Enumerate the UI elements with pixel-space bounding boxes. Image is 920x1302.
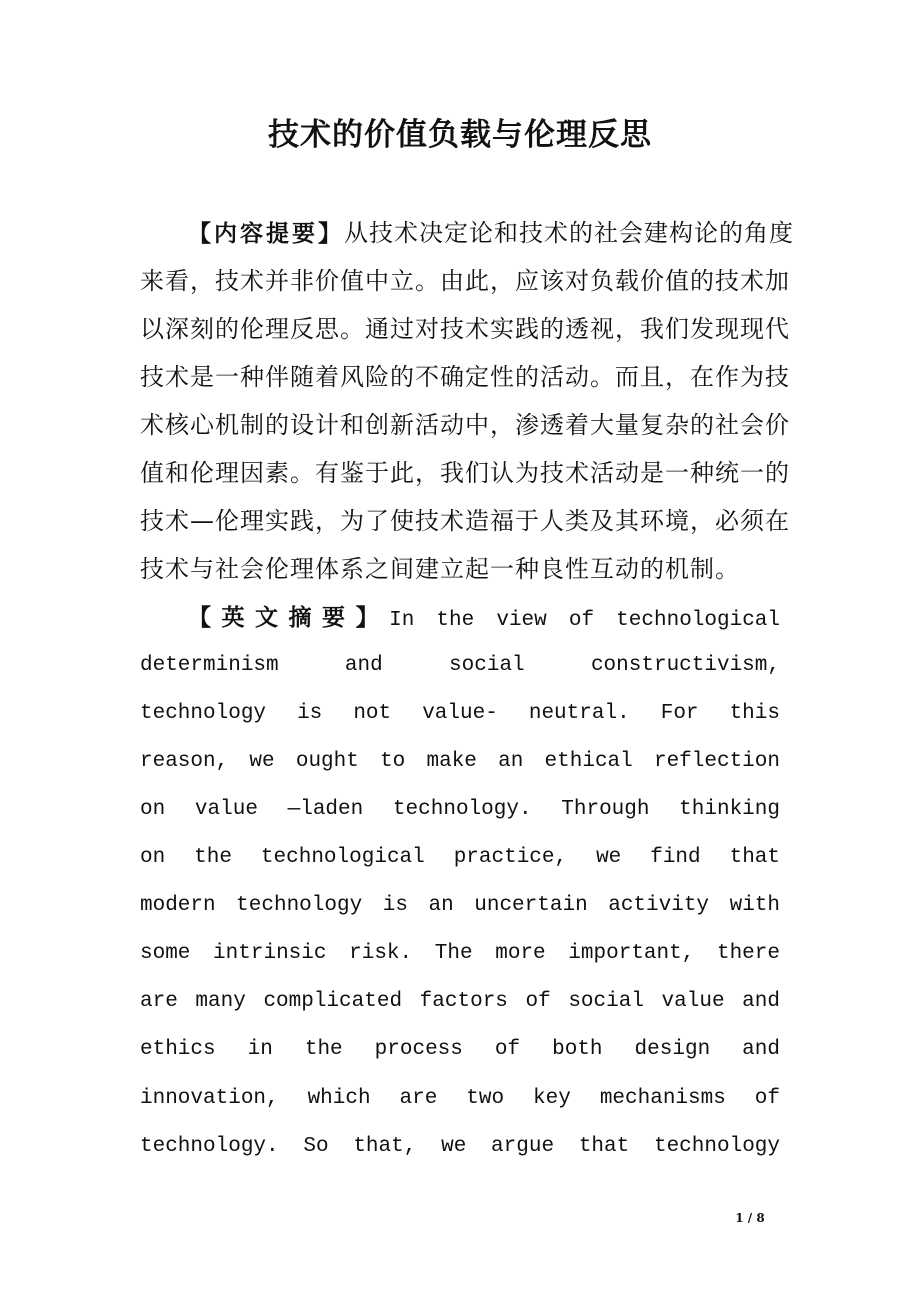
abstract-en-line-12: technology. So that, we argue that technology [140, 1135, 780, 1158]
abstract-cn-line-7: 技术—伦理实践，为了使技术造福于人类及其环境，必须在 [140, 507, 790, 535]
abstract-cn-line-1-text: 从技术决定论和技术的社会建构论的角度 [344, 219, 794, 247]
abstract-en-line-8: some intrinsic risk. The more important, there [140, 942, 780, 965]
abstract-en-line-1-text: In the view of technological [389, 609, 781, 632]
abstract-cn-line-2: 来看，技术并非价值中立。由此，应该对负载价值的技术加 [140, 267, 790, 295]
abstract-en-line-2: determinism and social constructivism, [140, 654, 780, 677]
abstract-en-line-4: reason, we ought to make an ethical reflection [140, 750, 780, 773]
abstract-en-line-11: innovation, which are two key mechanisms of [140, 1087, 780, 1110]
abstract-en-line-1 [188, 594, 780, 642]
abstract-cn-line-4: 技术是一种伴随着风险的不确定性的活动。而且，在作为技 [140, 363, 790, 391]
abstract-cn-line-8: 技术与社会伦理体系之间建立起一种良性互动的机制。 [140, 555, 740, 583]
abstract-en-line-7: modern technology is an uncertain activity with [140, 894, 780, 917]
abstract-en-line-5: on value —laden technology. Through thinking [140, 798, 780, 821]
abstract-en-line-3: technology is not value- neutral. For this [140, 702, 780, 725]
page-number: 1 / 8 [735, 1211, 765, 1225]
abstract-en-label: 【英文摘要】 [188, 605, 390, 631]
abstract-cn-label: 【内容提要】 [188, 221, 344, 247]
abstract-cn-line-1 [188, 209, 794, 257]
abstract-cn-line-6: 值和伦理因素。有鉴于此，我们认为技术活动是一种统一的 [140, 459, 790, 487]
abstract-en-line-9: are many complicated factors of social value and [140, 990, 780, 1013]
abstract-en-line-10: ethics in the process of both design and [140, 1038, 780, 1061]
abstract-cn-line-3: 以深刻的伦理反思。通过对技术实践的透视，我们发现现代 [140, 315, 790, 343]
document-title: 技术的价值负载与伦理反思 [268, 117, 652, 153]
abstract-en-line-6: on the technological practice, we find that [140, 846, 780, 869]
abstract-cn-line-5: 术核心机制的设计和创新活动中，渗透着大量复杂的社会价 [140, 411, 790, 439]
